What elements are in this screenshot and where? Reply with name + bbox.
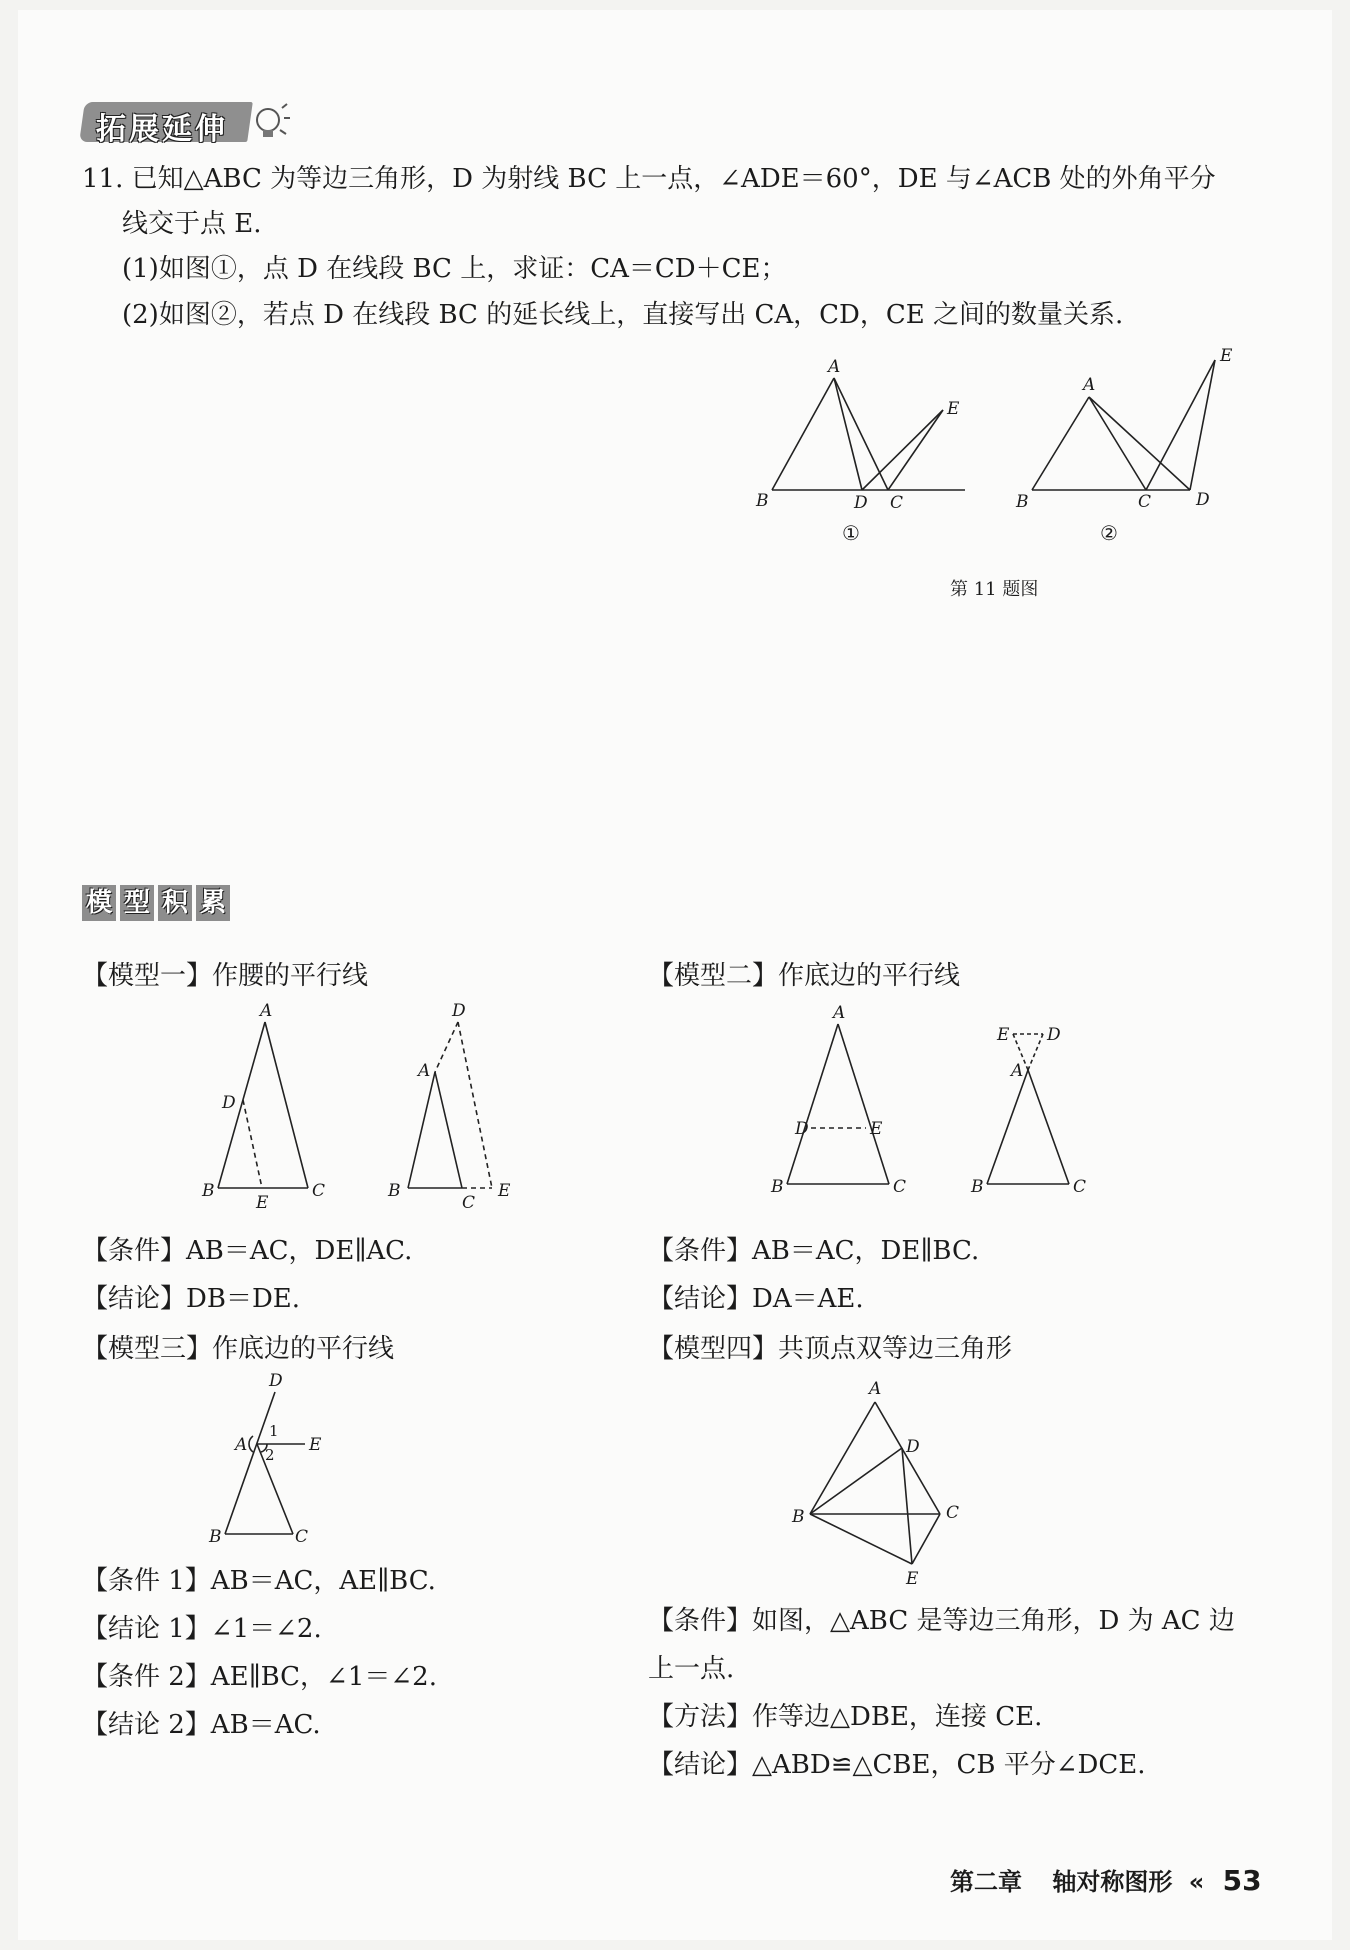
figure-model4: [780, 1372, 980, 1592]
side-ab: [1032, 397, 1089, 490]
label-a: A: [235, 1435, 248, 1455]
figure-q11-2: [1010, 335, 1260, 550]
label-d: D: [222, 1093, 236, 1113]
label-b: B: [771, 1177, 784, 1197]
label-e: E: [947, 399, 960, 419]
segment-ad: [834, 378, 862, 490]
banner-char: 模: [82, 885, 116, 921]
label-e: E: [256, 1193, 269, 1213]
label-angle-2: 2: [265, 1446, 275, 1464]
banner-char: 积: [158, 885, 192, 921]
model1-condition: 【条件】AB＝AC，DE∥AC.: [82, 1236, 413, 1266]
banner-char: 累: [196, 885, 230, 921]
label-b: B: [971, 1177, 984, 1197]
q11-line2: 线交于点 E.: [122, 209, 262, 239]
double-chevron-left-icon: «: [1188, 1868, 1205, 1896]
label-e: E: [906, 1569, 919, 1589]
footer-title: 轴对称图形: [1052, 1868, 1173, 1896]
model3-condition1: 【条件 1】AB＝AC，AE∥BC.: [82, 1566, 436, 1596]
page-number: 53: [1222, 1864, 1262, 1897]
label-c: C: [1073, 1177, 1087, 1197]
side-ac: [1089, 397, 1146, 490]
q11-part2: (2)如图②，若点 D 在线段 BC 的延长线上，直接写出 CA，CD，CE 之间的数量关系.: [122, 300, 1124, 330]
figure-q11-1: [750, 350, 980, 550]
model4-method: 【方法】作等边△DBE，连接 CE.: [648, 1702, 1043, 1732]
label-d: D: [1047, 1025, 1061, 1045]
label-d: D: [854, 493, 868, 513]
label-d: D: [1196, 490, 1210, 510]
label-a: A: [1011, 1061, 1024, 1081]
model1-conclusion: 【结论】DB＝DE.: [82, 1284, 301, 1314]
model1-title: 【模型一】作腰的平行线: [82, 961, 369, 991]
label-c: C: [946, 1503, 960, 1523]
label-d: D: [795, 1119, 809, 1139]
side-ab: [772, 378, 834, 490]
model4-condition-a: 【条件】如图，△ABC 是等边三角形，D 为 AC 边: [648, 1606, 1235, 1636]
label-e: E: [997, 1025, 1010, 1045]
label-angle-1: 1: [269, 1422, 279, 1440]
model3-title: 【模型三】作底边的平行线: [82, 1334, 395, 1364]
label-a: A: [869, 1379, 882, 1399]
label-b: B: [388, 1181, 401, 1201]
label-d: D: [452, 1001, 466, 1021]
model4-condition-b: 上一点.: [648, 1654, 735, 1684]
banner-char: 型: [120, 885, 154, 921]
section-banner-extend: [82, 96, 272, 146]
segment-ad: [1089, 397, 1190, 490]
label-c: C: [462, 1193, 476, 1213]
label-b: B: [209, 1527, 222, 1547]
label-e: E: [498, 1181, 511, 1201]
figure-number-1: ①: [842, 521, 860, 545]
label-a: A: [1083, 375, 1096, 395]
banner-text: 拓展延伸: [96, 112, 228, 147]
label-c: C: [295, 1527, 309, 1547]
model3-conclusion1: 【结论 1】∠1＝∠2.: [82, 1614, 322, 1644]
page-footer: [950, 1862, 1262, 1897]
label-c: C: [1138, 492, 1152, 512]
figure-number-2: ②: [1100, 521, 1118, 545]
segment-de: [862, 410, 943, 490]
label-e: E: [1220, 346, 1233, 366]
label-e: E: [870, 1119, 883, 1139]
model2-conclusion: 【结论】DA＝AE.: [648, 1284, 864, 1314]
model3-condition2: 【条件 2】AE∥BC，∠1＝∠2.: [82, 1662, 437, 1692]
figure-caption: 第 11 题图: [950, 579, 1039, 600]
label-b: B: [792, 1507, 805, 1527]
label-b: B: [202, 1181, 215, 1201]
segment-de: [1190, 360, 1215, 490]
label-d: D: [906, 1437, 920, 1457]
label-c: C: [893, 1177, 907, 1197]
footer-chapter: 第二章: [950, 1868, 1022, 1896]
segment-ce: [1146, 360, 1215, 490]
model3-conclusion2: 【结论 2】AB＝AC.: [82, 1710, 321, 1740]
label-a: A: [833, 1003, 846, 1023]
label-d: D: [269, 1372, 283, 1391]
model4-title: 【模型四】共顶点双等边三角形: [648, 1334, 1013, 1364]
figure-model1: [190, 1000, 520, 1215]
q11-line1: 11. 已知△ABC 为等边三角形，D 为射线 BC 上一点，∠ADE＝60°，DE 与∠ACB 处的外角平分: [82, 164, 1216, 194]
model2-title: 【模型二】作底边的平行线: [648, 961, 961, 991]
label-e: E: [309, 1435, 322, 1455]
label-c: C: [890, 493, 904, 513]
label-a: A: [260, 1001, 273, 1021]
figure-model2: [755, 1000, 1095, 1210]
lightbulb-icon: [250, 100, 290, 144]
q11-part1: (1)如图①，点 D 在线段 BC 上，求证：CA＝CD＋CE；: [122, 254, 787, 284]
label-c: C: [312, 1181, 326, 1201]
section-banner-models: [82, 885, 242, 925]
model4-conclusion: 【结论】△ABD≌△CBE，CB 平分∠DCE.: [648, 1750, 1146, 1780]
label-b: B: [756, 491, 769, 511]
label-a: A: [828, 357, 841, 377]
model2-condition: 【条件】AB＝AC，DE∥BC.: [648, 1236, 980, 1266]
segment-ce: [888, 410, 943, 490]
label-b: B: [1016, 492, 1029, 512]
figure-model3: [195, 1372, 345, 1552]
label-a: A: [418, 1061, 431, 1081]
